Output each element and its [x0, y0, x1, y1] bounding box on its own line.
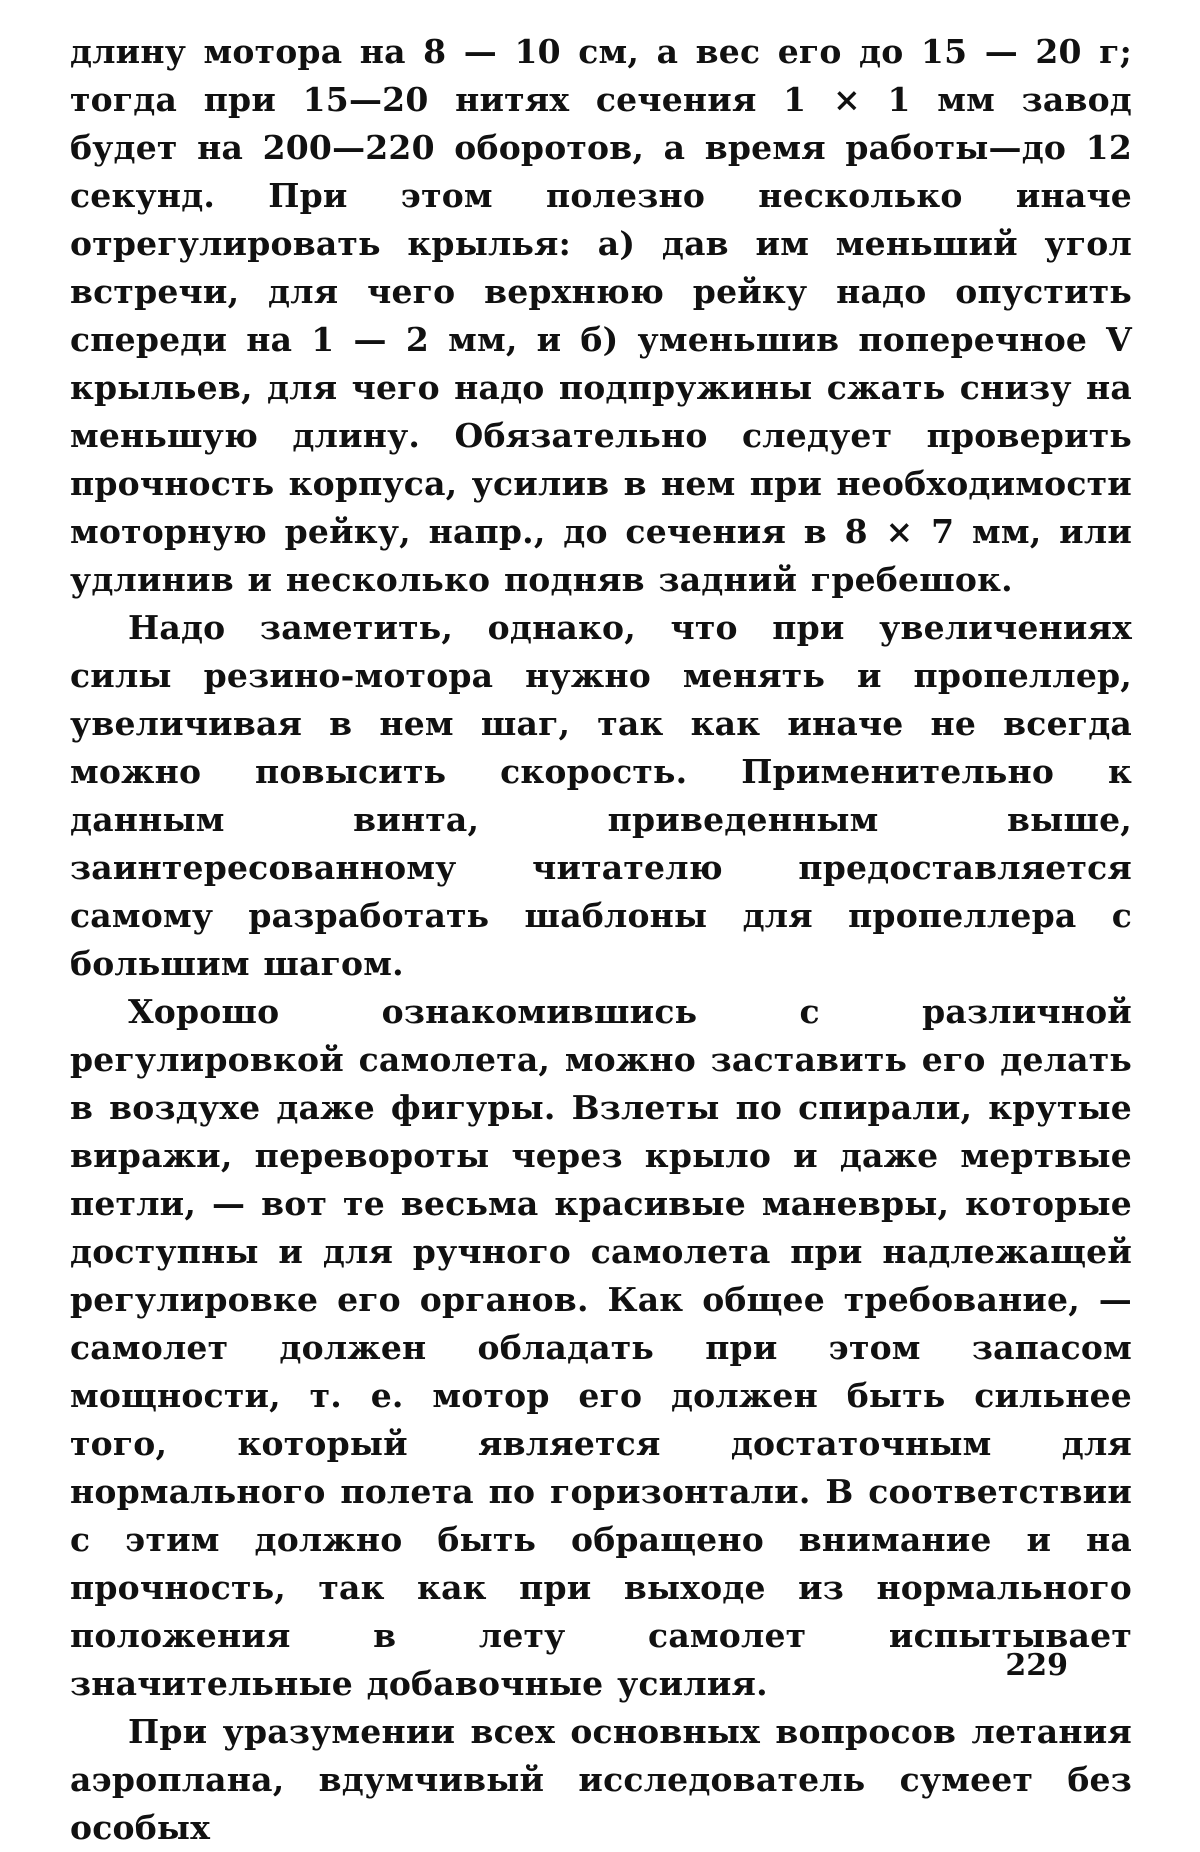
page-number: 229: [1005, 1648, 1068, 1683]
paragraph-2: Надо заметить, однако, что при увеличениях силы резино-мотора нужно менять и пропеллер, увеличивая в нем шаг, так как иначе не всегда можно повысить скорость. Применительно к данным винта, приведенным выше, заинтересованному читателю предоставляется самому разработать шаблоны для пропеллера с большим шагом.: [70, 608, 1132, 983]
book-page: [70, 28, 1132, 1847]
paragraph-4: При уразумении всех основных вопросов летания аэроплана, вдумчивый исследователь сумеет без особых: [70, 1712, 1132, 1847]
paragraph-1: длину мотора на 8 — 10 см, а вес его до 15 — 20 г; тогда при 15—20 нитях сечения 1 × 1 мм завод будет на 200—220 оборотов, а время работы—до 12 секунд. При этом полезно несколько иначе отрегулировать крылья: а) дав им меньший угол встречи, для чего верхнюю рейку надо опустить спереди на 1 — 2 мм, и б) уменьшив поперечное V крыльев, для чего надо подпружины сжать снизу на меньшую длину. Обязательно следует проверить прочность корпуса, усилив в нем при необходимости моторную рейку, напр., до сечения в 8 × 7 мм, или удлинив и несколько подняв задний гребешок.: [70, 32, 1132, 599]
paragraph-3: Хорошо ознакомившись с различной регулировкой самолета, можно заставить его делать в воздухе даже фигуры. Взлеты по спирали, крутые виражи, перевороты через крыло и даже мертвые петли, — вот те весьма красивые маневры, которые доступны и для ручного самолета при надлежащей регулировке его органов. Как общее требование, — самолет должен обладать при этом запасом мощности, т. е. мотор его должен быть сильнее того, который является достаточным для нормального полета по горизонтали. В соответствии с этим должно быть обращено внимание и на прочность, так как при выходе из нормального положения в лету самолет испытывает значительные добавочные усилия.: [70, 992, 1132, 1703]
